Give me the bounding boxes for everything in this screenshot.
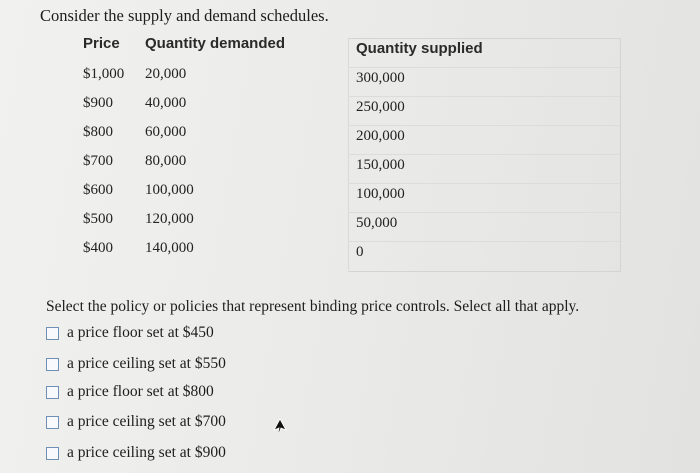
supplied-cell: 100,000: [356, 186, 405, 202]
instruction-text: Select the policy or policies that represent binding price controls. Select all that apply.: [46, 298, 580, 315]
header-price: Price: [83, 35, 120, 52]
option-price-ceiling-550[interactable]: [46, 355, 226, 373]
header-quantity-demanded: Quantity demanded: [145, 35, 286, 52]
option-price-ceiling-900[interactable]: [46, 444, 226, 462]
checkbox[interactable]: [46, 327, 59, 340]
price-cell: $1,000: [83, 66, 125, 82]
row-divider: [348, 183, 620, 184]
supplied-cell: 200,000: [356, 128, 405, 144]
demanded-cell: 80,000: [145, 153, 187, 169]
price-cell: $800: [83, 124, 113, 140]
mouse-cursor-icon: [273, 418, 287, 434]
demanded-cell: 40,000: [145, 95, 187, 111]
price-cell: $500: [83, 211, 113, 227]
checkbox[interactable]: [46, 386, 59, 399]
question-text: Consider the supply and demand schedules.: [40, 6, 329, 25]
checkbox[interactable]: [46, 416, 59, 429]
price-cell: $700: [83, 153, 113, 169]
supplied-cell: 0: [356, 244, 364, 260]
price-cell: $600: [83, 182, 113, 198]
row-divider: [348, 241, 620, 242]
demanded-cell: 140,000: [145, 240, 194, 256]
supplied-cell: 150,000: [356, 157, 405, 173]
price-cell: $900: [83, 95, 113, 111]
price-cell: $400: [83, 240, 113, 256]
supply-demand-table: [78, 30, 544, 272]
option-price-ceiling-700[interactable]: [46, 413, 226, 431]
row-divider: [348, 96, 620, 97]
option-price-floor-800[interactable]: [46, 383, 214, 401]
option-price-floor-450[interactable]: [46, 324, 214, 342]
row-divider: [348, 67, 620, 68]
header-quantity-supplied: Quantity supplied: [356, 40, 483, 57]
option-label[interactable]: a price ceiling set at $550: [67, 355, 226, 372]
row-divider: [348, 154, 620, 155]
option-label[interactable]: a price floor set at $450: [67, 324, 214, 341]
option-label[interactable]: a price ceiling set at $700: [67, 413, 226, 430]
supplied-cell: 250,000: [356, 99, 405, 115]
checkbox[interactable]: [46, 447, 59, 460]
demanded-cell: 120,000: [145, 211, 194, 227]
row-divider: [348, 125, 620, 126]
demanded-cell: 20,000: [145, 66, 187, 82]
checkbox[interactable]: [46, 358, 59, 371]
option-label[interactable]: a price floor set at $800: [67, 383, 214, 400]
supplied-cell: 50,000: [356, 215, 398, 231]
row-divider: [348, 212, 620, 213]
option-label[interactable]: a price ceiling set at $900: [67, 444, 226, 461]
supplied-cell: 300,000: [356, 70, 405, 86]
demanded-cell: 100,000: [145, 182, 194, 198]
demanded-cell: 60,000: [145, 124, 187, 140]
